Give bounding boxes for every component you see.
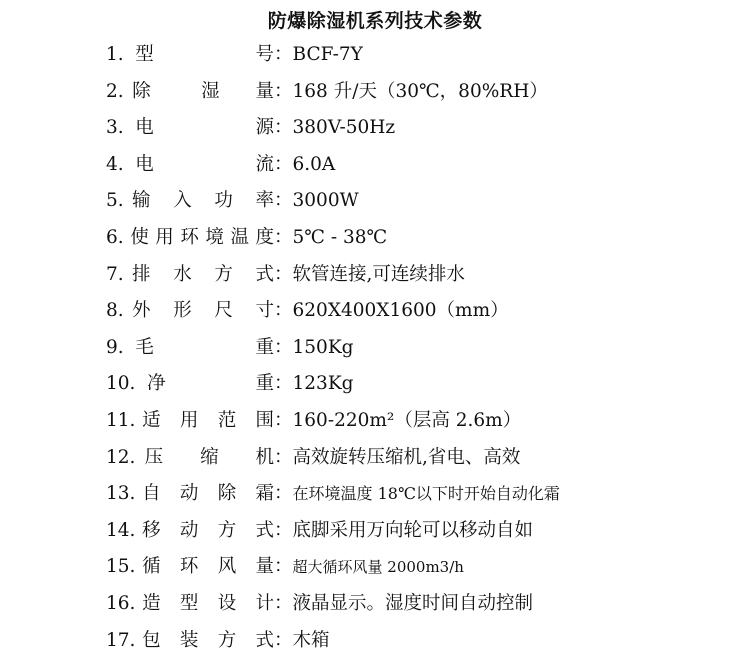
spec-value: 超大循环风量 2000m3/h: [293, 556, 464, 577]
spec-row: [106, 113, 560, 150]
spec-list: [106, 40, 560, 662]
spec-colon: ：: [274, 113, 293, 139]
spec-label: 4.电 流: [106, 150, 274, 176]
spec-row: [106, 626, 560, 662]
spec-colon: ：: [274, 40, 293, 66]
spec-value: 软管连接,可连续排水: [293, 260, 465, 286]
spec-colon: ：: [274, 333, 293, 359]
spec-row: [106, 443, 560, 480]
spec-label: 9.毛 重: [106, 333, 274, 359]
document-title: 防爆除湿机系列技术参数: [0, 6, 750, 33]
spec-row: [106, 552, 560, 589]
spec-colon: ：: [274, 260, 293, 286]
spec-row: [106, 150, 560, 187]
spec-colon: ：: [274, 443, 293, 469]
spec-row: [106, 77, 560, 114]
spec-label: 14.移 动 方 式: [106, 516, 274, 542]
spec-colon: ：: [274, 369, 293, 395]
spec-label: 3.电 源: [106, 113, 274, 139]
spec-value: 液晶显示。湿度时间自动控制: [293, 589, 534, 615]
spec-colon: ：: [274, 516, 293, 542]
spec-value: BCF-7Y: [293, 44, 363, 65]
spec-row: [106, 186, 560, 223]
spec-label: 12.压 缩 机: [106, 443, 274, 469]
spec-value: 5℃ - 38℃: [293, 227, 388, 248]
spec-label: 2.除 湿 量: [106, 77, 274, 103]
spec-value: 168 升/天（30℃，80%RH）: [293, 77, 548, 103]
spec-row: [106, 589, 560, 626]
spec-value: 160-220m²（层高 2.6m）: [293, 406, 522, 432]
spec-row: [106, 406, 560, 443]
spec-row: [106, 260, 560, 297]
spec-colon: ：: [274, 552, 293, 578]
spec-row: [106, 296, 560, 333]
spec-value: 3000W: [293, 190, 359, 211]
spec-label: 11.适 用 范 围: [106, 406, 274, 432]
spec-colon: ：: [274, 406, 293, 432]
spec-colon: ：: [274, 77, 293, 103]
spec-row: [106, 516, 560, 553]
spec-value: 底脚采用万向轮可以移动自如: [293, 516, 534, 542]
spec-label: 1.型 号: [106, 40, 274, 66]
spec-colon: ：: [274, 223, 293, 249]
spec-label: 7.排 水 方 式: [106, 260, 274, 286]
spec-row: [106, 479, 560, 516]
spec-colon: ：: [274, 296, 293, 322]
spec-label: 17.包 装 方 式: [106, 626, 274, 652]
spec-value: 在环境温度 18℃以下时开始自动化霜: [293, 481, 560, 504]
spec-label: 8.外 形 尺 寸: [106, 296, 274, 322]
spec-value: 123Kg: [293, 373, 354, 394]
spec-row: [106, 333, 560, 370]
spec-value: 380V-50Hz: [293, 117, 396, 138]
spec-label: 5.输 入 功 率: [106, 186, 274, 212]
spec-label: 16.造 型 设 计: [106, 589, 274, 615]
spec-colon: ：: [274, 626, 293, 652]
spec-value: 620X400X1600（mm）: [293, 296, 509, 322]
spec-value: 木箱: [293, 626, 330, 652]
spec-label: 6.使用环境温度: [106, 223, 274, 249]
spec-row: [106, 369, 560, 406]
spec-value: 6.0A: [293, 154, 336, 175]
spec-label: 15.循 环 风 量: [106, 552, 274, 578]
spec-row: [106, 40, 560, 77]
spec-colon: ：: [274, 589, 293, 615]
spec-value: 150Kg: [293, 337, 354, 358]
spec-colon: ：: [274, 479, 293, 505]
spec-label: 13.自 动 除 霜: [106, 479, 274, 505]
spec-row: [106, 223, 560, 260]
spec-colon: ：: [274, 150, 293, 176]
spec-value: 高效旋转压缩机,省电、高效: [293, 443, 521, 469]
spec-colon: ：: [274, 186, 293, 212]
spec-label: 10.净 重: [106, 369, 274, 395]
